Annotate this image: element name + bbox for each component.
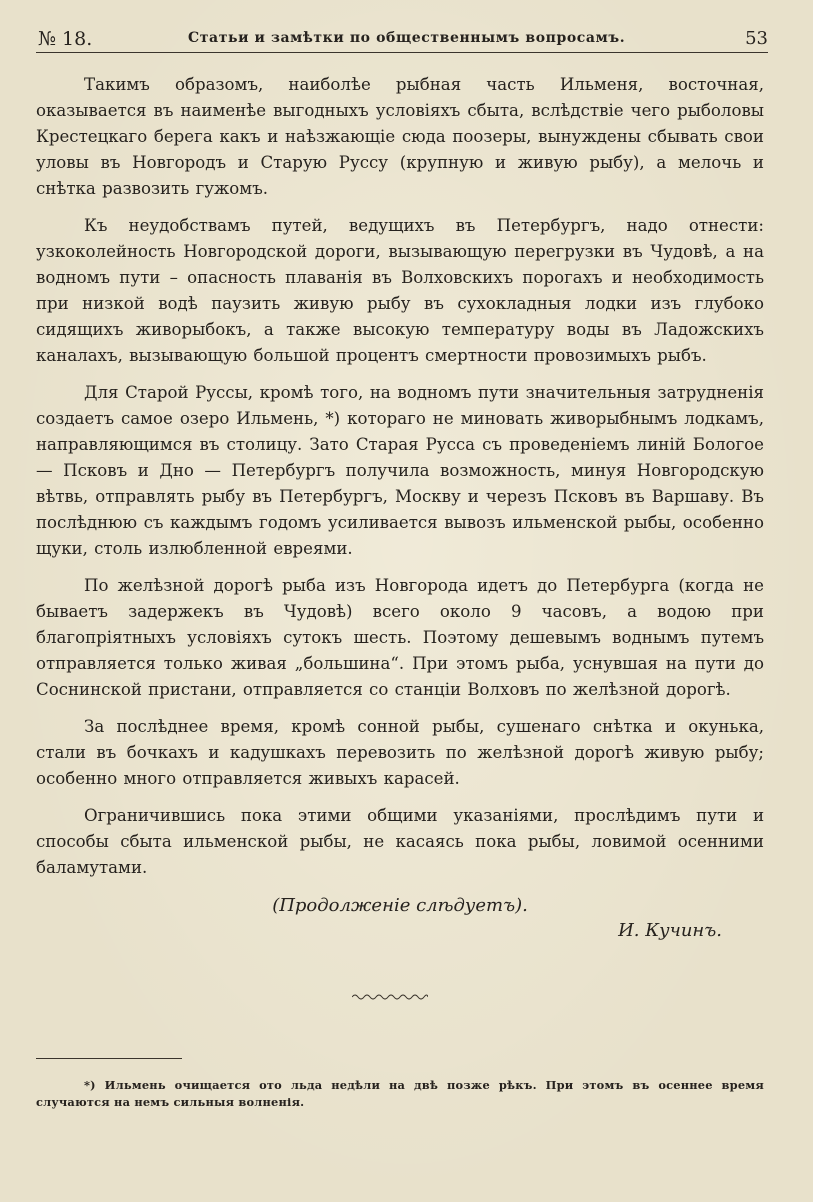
wave-ornament [352,992,428,1002]
article-body [36,72,764,941]
issue-number: № 18. [38,28,93,50]
paragraph: Такимъ образомъ, наиболѣе рыбная часть Ильменя, восточная, оказывается въ наименѣе выгодныхъ условіяхъ сбыта, вслѣдствіе чего рыболовы Крестецкаго берега какъ и наѣзжающіе сюда поозеры, вынуждены сбывать свои уловы въ Новгородъ и Старую Руссу (крупную и живую рыбу), а мелочь и снѣтка развозить гужомъ. [36,75,764,198]
paragraph: По желѣзной дорогѣ рыба изъ Новгорода идетъ до Петербурга (когда не бываетъ задержекъ въ Чудовѣ) всего около 9 часовъ, а водою при благопріятныхъ условіяхъ сутокъ шесть. Поэтому дешевымъ воднымъ путемъ отправляется только живая „большина“. При этомъ рыба, уснувшая на пути до Соснинской пристани, отправляется со станціи Волховъ по желѣзной дорогѣ. [36,576,764,699]
paragraph: За послѣднее время, кромѣ сонной рыбы, сушенаго снѣтка и окунька, стали въ бочкахъ и кадушкахъ перевозить по желѣзной дорогѣ живую рыбу; особенно много отправляется живыхъ карасей. [36,717,764,788]
page-number: 53 [745,28,768,49]
paragraph: Ограничившись пока этими общими указаніями, прослѣдимъ пути и способы сбыта ильменской рыбы, не касаясь пока рыбы, ловимой осенними баламутами. [36,806,764,877]
author-signature: И. Кучинъ. [618,920,722,941]
running-head [38,28,768,52]
footnote-rule [36,1058,182,1059]
paragraph: Для Старой Руссы, кромѣ того, на водномъ пути значительныя затрудненія создаетъ самое озеро Ильмень, *) котораго не миновать живорыбнымъ лодкамъ, направляющимся въ столицу. Зато Старая Русса съ проведеніемъ линій Бологое — Псковъ и Дно — Петербургъ получила возможность, минуя Новгородскую вѣтвь, отправлять рыбу въ Петербургъ, Москву и черезъ Псковъ въ Варшаву. Въ послѣднюю съ каждымъ годомъ усиливается вывозъ ильменской рыбы, особенно щуки, столь излюбленной евреями. [36,383,764,558]
footnote: *) Ильмень очищается ото льда недѣли на двѣ позже рѣкъ. При этомъ въ осеннее время случаются на немъ сильныя волненія. [36,1078,764,1110]
continuation-note: (Продолженіе слѣдуетъ). [272,895,528,916]
paragraph: Къ неудобствамъ путей, ведущихъ въ Петербургъ, надо отнести: узкоколейность Новгородской дороги, вызывающую перегрузки въ Чудовѣ, а на водномъ пути – опасность плаванія въ Волховскихъ порогахъ и необходимость при низкой водѣ паузить живую рыбу въ сухокладныя лодки изъ глубоко сидящихъ живорыбокъ, а также высокую температуру воды въ Ладожскихъ каналахъ, вызывающую большой процентъ смертности провозимыхъ рыбъ. [36,216,764,365]
section-title: Статьи и замѣтки по общественнымъ вопросамъ. [188,30,626,46]
header-rule [36,52,768,53]
